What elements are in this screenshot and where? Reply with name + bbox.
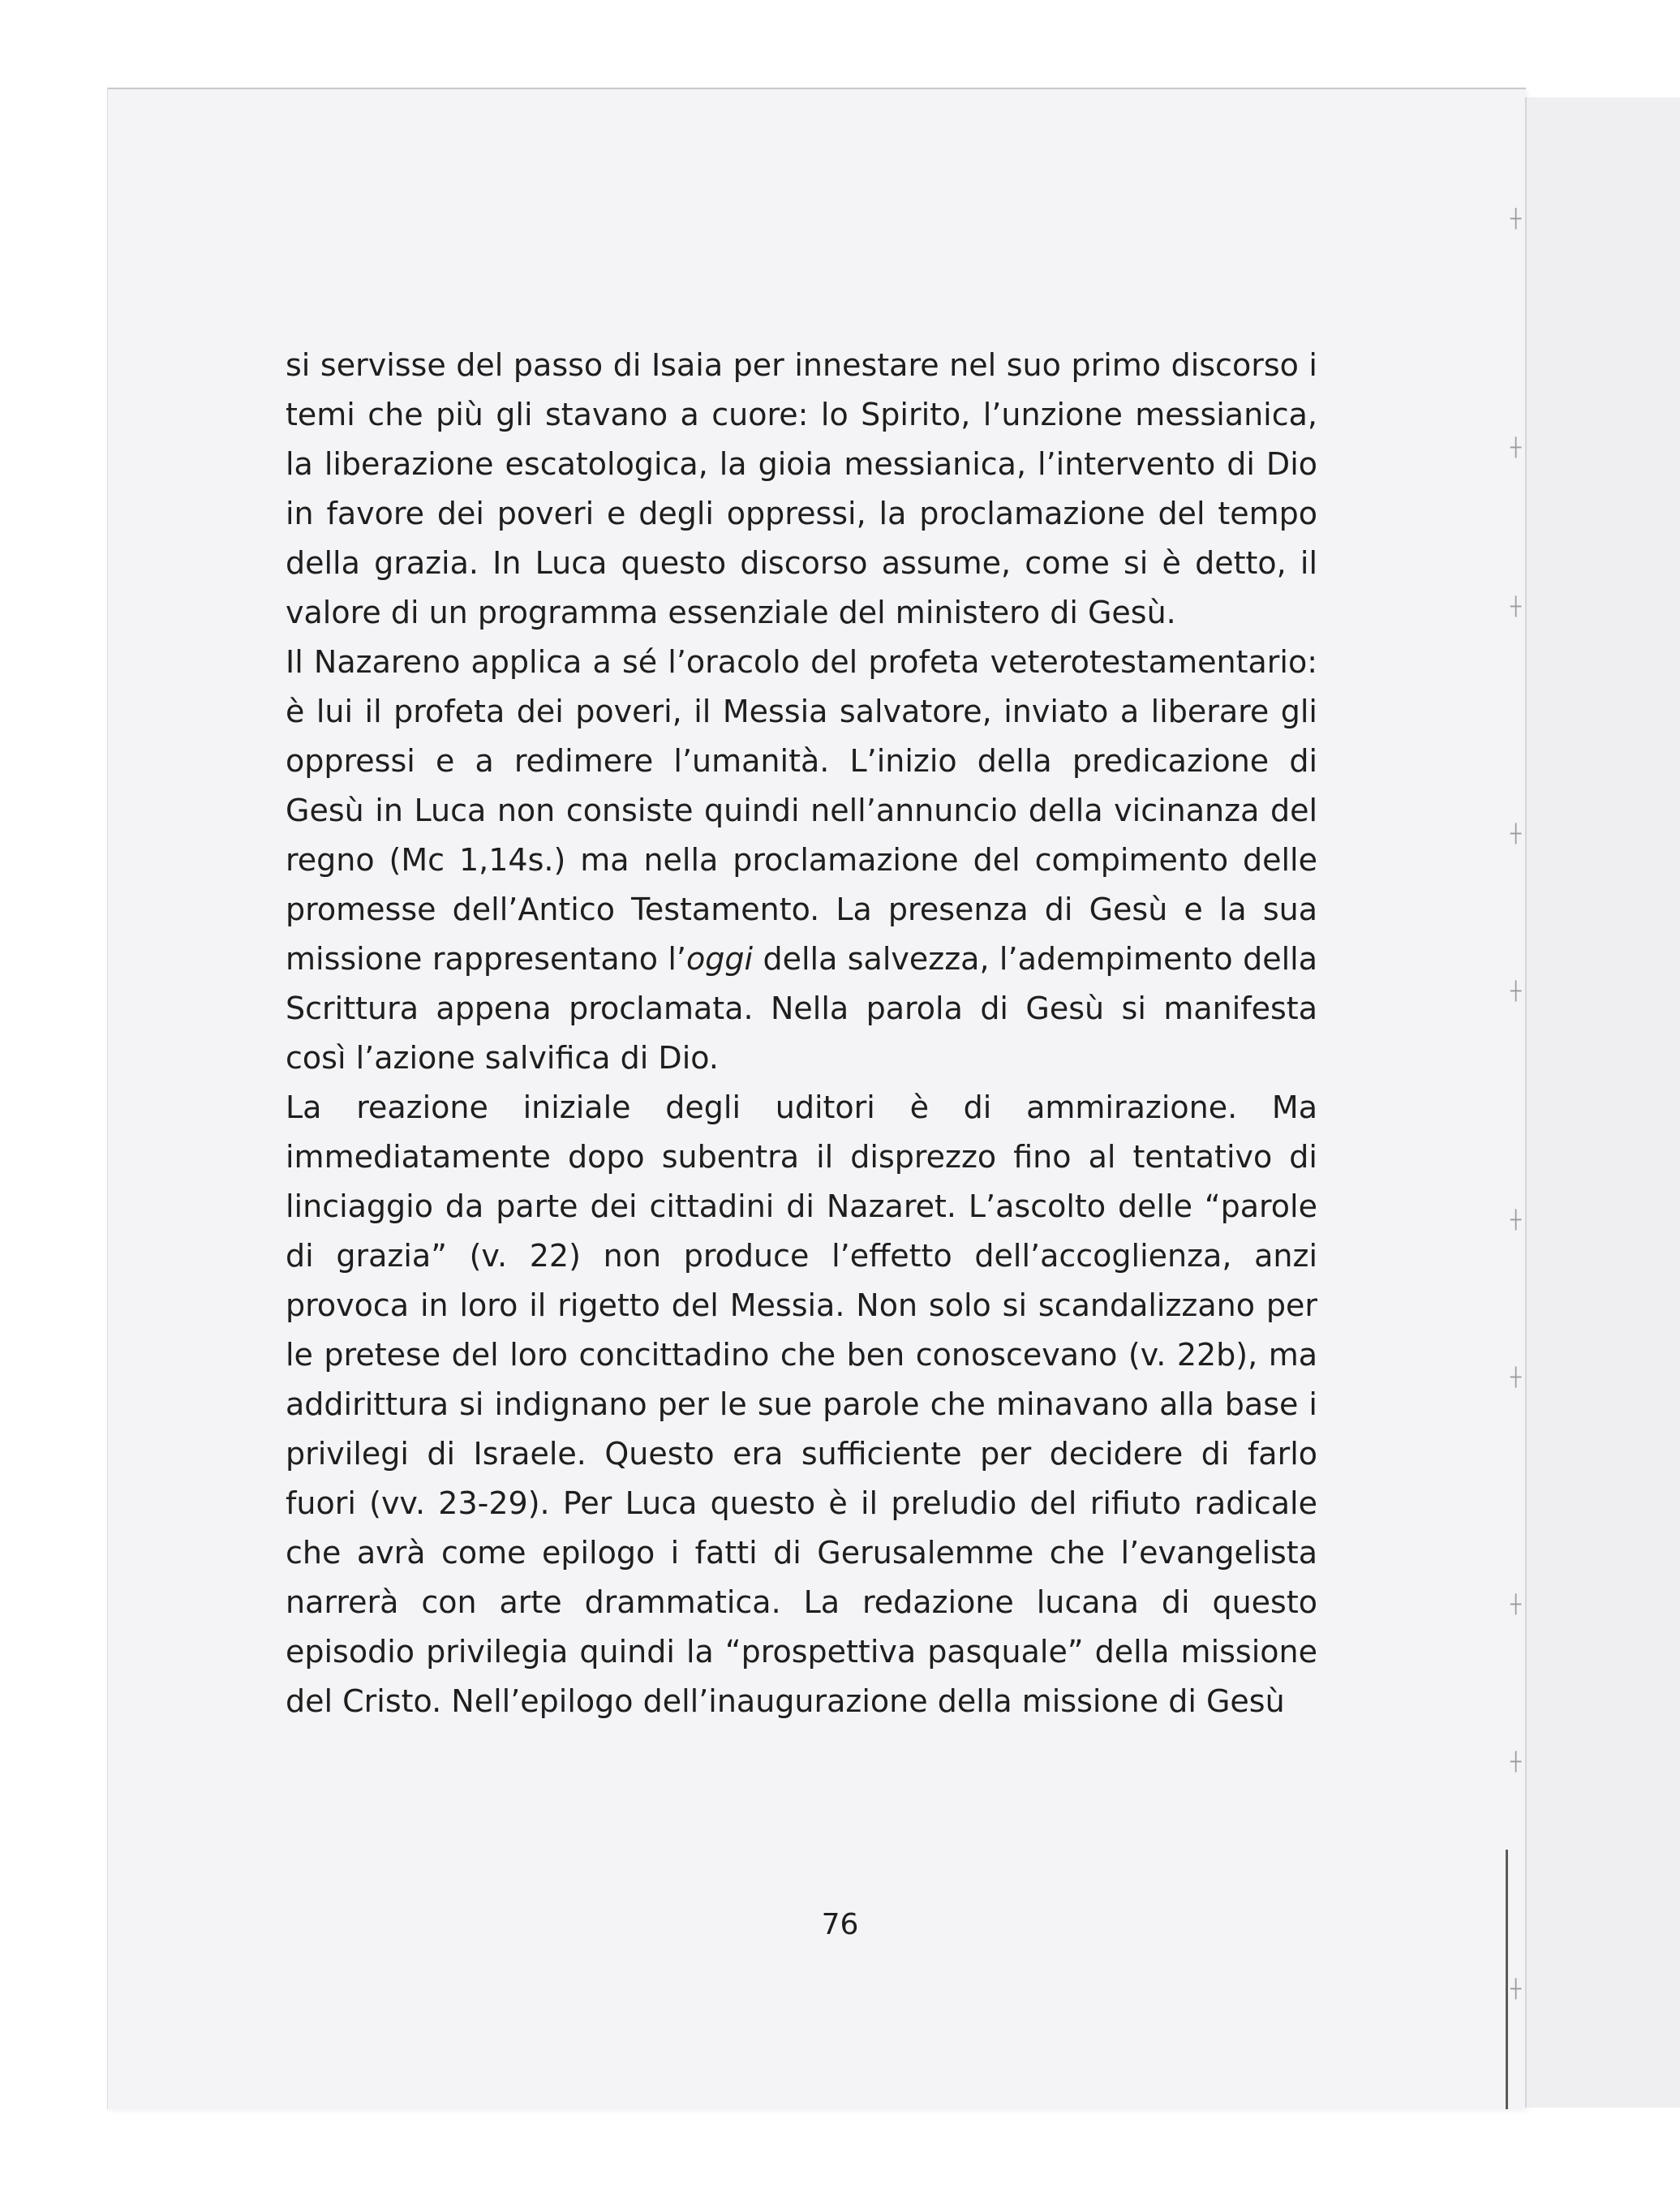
binding-stitch: ┼ [1510, 1368, 1522, 1388]
binding-stitch: ┼ [1510, 1979, 1522, 2000]
italic-text: oggi [685, 941, 754, 977]
body-text [286, 341, 1317, 1726]
paragraph-text: si servisse del passo di Isaia per innestare nel suo primo discorso i temi che più gli stavano a cuore: lo Spirito, l’unzione messianica, la liberazione escatologica, la gioia messianica, l’intervento di Dio in favore dei poveri e degli oppressi, la proclamazione del tempo della grazia. In Luca questo discorso assume, come si è detto, il valore di un programma essenziale del ministero di Gesù. [286, 347, 1317, 630]
binding-stitch: ┼ [1510, 824, 1522, 844]
paragraph-text: della salvezza, l’adempimento della Scrittura appena proclamata. Nella parola di Gesù si manifesta così l’azione salvifica di Dio. [286, 941, 1317, 1076]
page-number: 76 [821, 1908, 859, 1941]
binding-stitch: ┼ [1510, 597, 1522, 617]
binding-stitch: ┼ [1510, 1595, 1522, 1615]
paragraph-text: Il Nazareno applica a sé l’oracolo del profeta veterotestamentario: è lui il profeta dei poveri, il Messia salvatore, inviato a liberare gli oppressi e a redimere l’umanità. L’inizio della predicazione di Gesù in Luca non consiste quindi nell’annuncio della vicinanza del regno (Mc 1,14s.) ma nella proclamazione del compimento delle promesse dell’Antico Testamento. La presenza di Gesù e la sua missione rappresentano l’ [286, 644, 1317, 977]
binding-stitch: ┼ [1510, 209, 1522, 230]
binding-stitch: ┼ [1510, 438, 1522, 458]
spine-shadow-line [1506, 1850, 1508, 2109]
paragraph [286, 638, 1317, 1083]
paragraph-text: La reazione iniziale degli uditori è di ammirazione. Ma immediatamente dopo subentra il disprezzo fino al tentativo di linciaggio da parte dei cittadini di Nazaret. L’ascolto delle “parole di grazia” (v. 22) non produce l’effetto dell’accoglienza, anzi provoca in loro il rigetto del Messia. Non solo si scandalizzano per le pretese del loro concittadino che ben conoscevano (v. 22b), ma addirittura si indignano per le sue parole che minavano alla base i privilegi di Israele. Questo era sufficiente per decidere di farlo fuori (vv. 23-29). Per Luca questo è il preludio del rifiuto radicale che avrà come epilogo i fatti di Gerusalemme che l’evangelista narrerà con arte drammatica. La redazione lucana di questo episodio privilegia quindi la “prospettiva pasquale” della missione del Cristo. Nell’epilogo dell’inaugurazione della missione di Gesù [286, 1089, 1317, 1719]
paragraph [286, 341, 1317, 638]
paragraph [286, 1083, 1317, 1726]
binding-stitch: ┼ [1510, 1210, 1522, 1231]
binding-stitch: ┼ [1510, 1752, 1522, 1773]
adjacent-page-edge [1525, 97, 1680, 2108]
binding-stitch: ┼ [1510, 982, 1522, 1002]
